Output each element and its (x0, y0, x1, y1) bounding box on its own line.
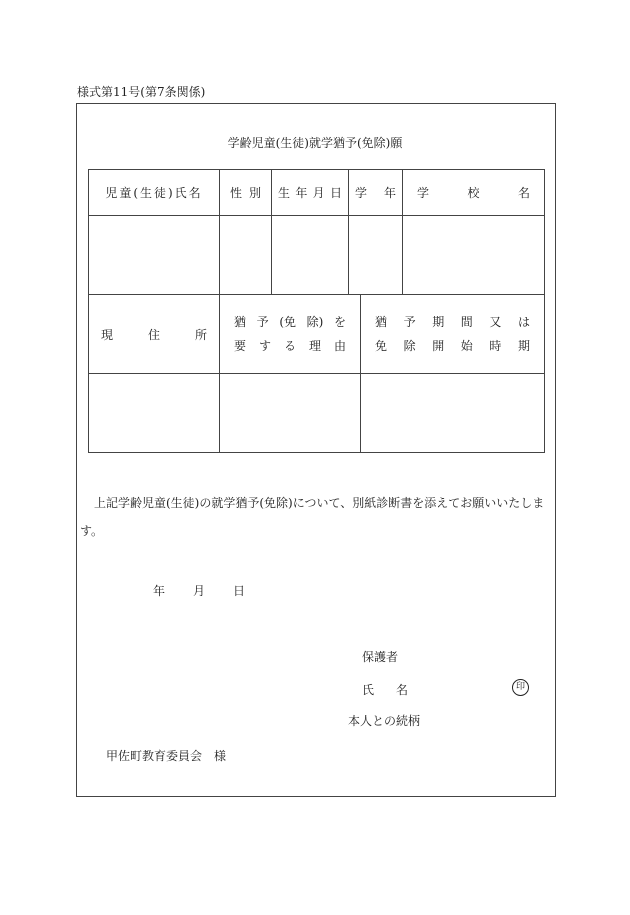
school-name-cell[interactable] (403, 216, 545, 295)
reason-cell[interactable] (220, 374, 361, 453)
form-title: 学齢児童(生徒)就学猶予(免除)願 (227, 136, 403, 150)
date-year-label: 年 (153, 584, 166, 598)
form-number-label: 様式第11号(第7条関係) (77, 85, 206, 99)
date-day-label: 日 (233, 584, 246, 598)
header-student-name: 児童(生徒)氏名 (89, 170, 220, 216)
date-line (153, 582, 245, 599)
request-statement (88, 487, 556, 519)
address-cell[interactable] (89, 374, 220, 453)
application-table (88, 169, 545, 453)
relationship-label: 本人との続柄 (348, 714, 421, 728)
header-period: 猶 予 期 間 又 は 免 除 開 始 時 期 (361, 295, 545, 374)
header-birthdate: 生 年 月 日 (272, 170, 349, 216)
seal-mark-icon: 印 (512, 679, 529, 696)
guardian-name-label: 氏 名 (362, 683, 409, 697)
header-reason: 猶 予 (免 除) を 要 す る 理 由 (220, 295, 361, 374)
birthdate-cell[interactable] (272, 216, 349, 295)
header-sex: 性 別 (220, 170, 272, 216)
addressee: 甲佐町教育委員会 様 (106, 749, 227, 763)
student-name-cell[interactable] (89, 216, 220, 295)
date-month-label: 月 (193, 584, 206, 598)
period-cell[interactable] (361, 374, 545, 453)
request-statement-line1: 上記学齢児童(生徒)の就学猶予(免除)について、別紙診断書を添えてお願いいたしま (94, 496, 545, 510)
request-statement-line2: す。 (80, 524, 104, 538)
guardian-label: 保護者 (362, 650, 399, 664)
header-address: 現 住 所 (89, 295, 220, 374)
header-grade: 学 年 (349, 170, 403, 216)
header-school-name: 学 校 名 (403, 170, 545, 216)
sex-cell[interactable] (220, 216, 272, 295)
grade-cell[interactable] (349, 216, 403, 295)
